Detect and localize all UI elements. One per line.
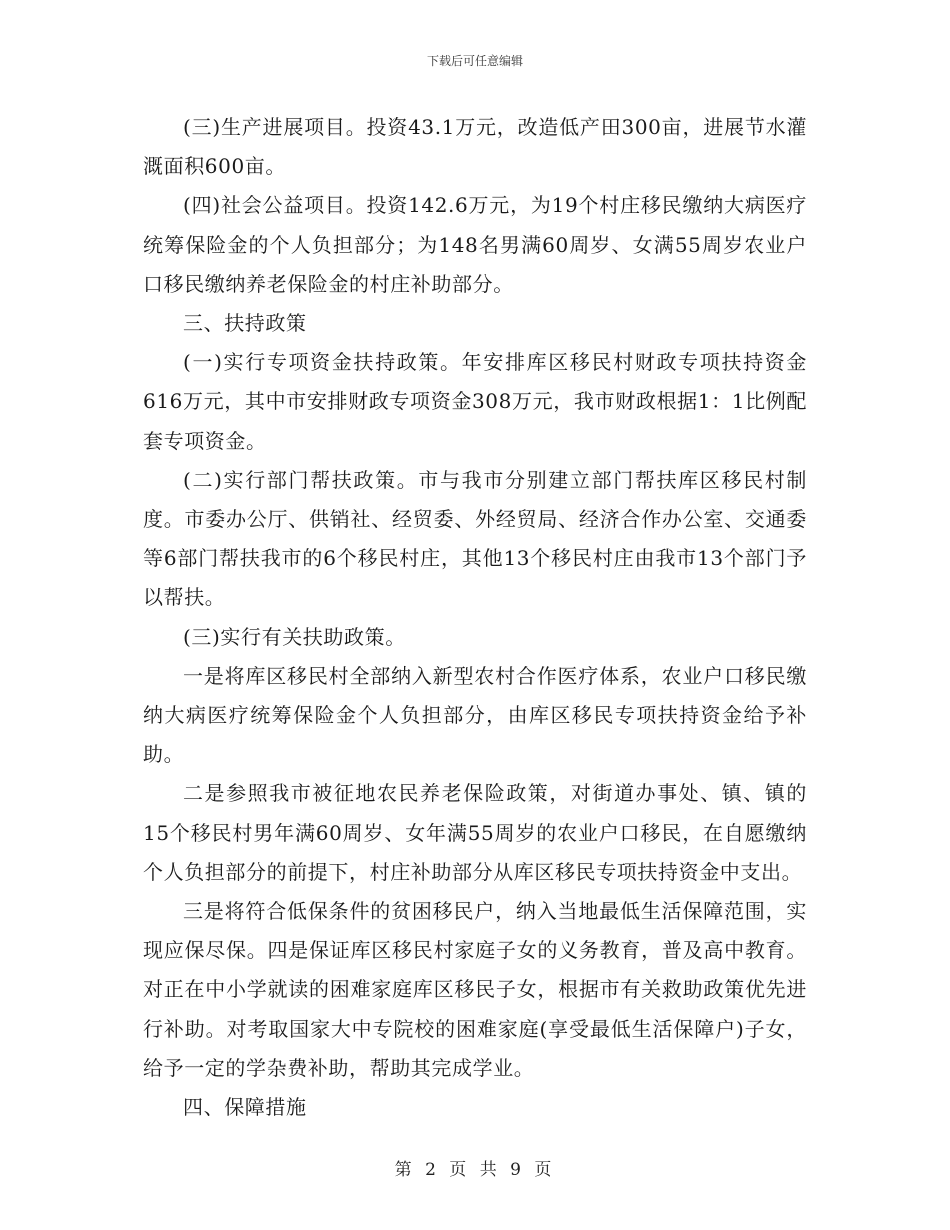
paragraph-minimum-living-and-education: 三是将符合低保条件的贫困移民户，纳入当地最低生活保障范围，实现应保尽保。四是保证库区移民村家庭子女的义务教育，普及高中教育。对正在中小学就读的困难家庭库区移民子女，根据市有关救助政策优先进行补助。对考取国家大中专院校的困难家庭(享受最低生活保障户)子女，给予一定的学杂费补助，帮助其完成学业。: [143, 899, 807, 1080]
section-heading-support-policy: 三、扶持政策: [183, 311, 307, 336]
section-heading-safeguard-measures: 四、保障措施: [183, 1095, 307, 1120]
paragraph-special-fund-policy: (一)实行专项资金扶持政策。年安排库区移民村财政专项扶持资金616万元，其中市安排财政专项资金308万元，我市财政根据1：1比例配套专项资金。: [143, 350, 807, 453]
paragraph-medical-cooperation: 一是将库区移民村全部纳入新型农村合作医疗体系，农业户口移民缴纳大病医疗统筹保险金个人负担部分，由库区移民专项扶持资金给予补助。: [143, 663, 807, 767]
paragraph-related-assistance-policy: (三)实行有关扶助政策。: [183, 624, 406, 649]
page-header: 下载后可任意编辑: [426, 54, 523, 68]
page-number: 第 2 页 共 9 页: [394, 1160, 556, 1180]
paragraph-public-welfare-project: (四)社会公益项目。投资142.6万元，为19个村庄移民缴纳大病医疗统筹保险金的个人负担部分；为148名男满60周岁、女满55周岁农业户口移民缴纳养老保险金的村庄补助部分。: [143, 193, 807, 296]
paragraph-pension-insurance: 二是参照我市被征地农民养老保险政策，对街道办事处、镇、镇的15个移民村男年满60周岁、女年满55周岁的农业户口移民，在自愿缴纳个人负担部分的前提下，村庄补助部分从库区移民专项扶持资金中支出。: [143, 781, 807, 884]
paragraph-department-assistance-policy: (二)实行部门帮扶政策。市与我市分别建立部门帮扶库区移民村制度。市委办公厅、供销社、经贸委、外经贸局、经济合作办公室、交通委等6部门帮扶我市的6个移民村庄，其他13个移民村庄由我市13个部门予以帮扶。: [143, 467, 807, 610]
document-body: [143, 108, 807, 1127]
paragraph-production-project: (三)生产进展项目。投资43.1万元，改造低产田300亩，进展节水灌溉面积600亩。: [143, 115, 807, 179]
